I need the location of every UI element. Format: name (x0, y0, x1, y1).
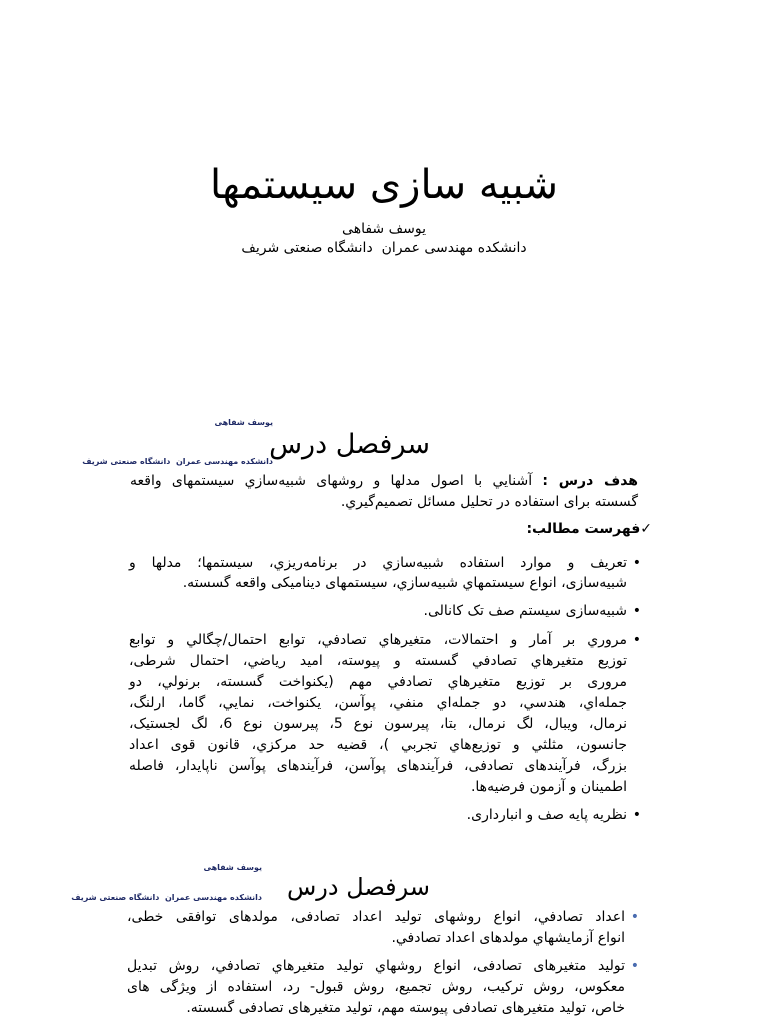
course-goal-text: آشنايي با اصول مدلها و روشهای شبيه‌سازي سيستمهای واقعه (130, 473, 533, 489)
bullet-icon: • (630, 958, 639, 974)
course-goal-label: هدف درس : (542, 473, 639, 489)
contents-item (129, 630, 641, 798)
contents-item (127, 907, 639, 949)
text-line: شبيه‌سازی سيستم صف تک کانالی. (423, 603, 627, 619)
bullet-icon: • (630, 909, 639, 925)
text-line: انواع آزمايشهاي مولدهای اعداد تصادفي. (391, 930, 625, 946)
contents-item (466, 805, 641, 826)
text-line: اعداد تصادفي، انواع روشهای توليد اعداد تصادفی، مولدهای توافقی خطی، (127, 909, 625, 925)
text-line: جانسون، مثلثي و توزيع‌هاي تجربي )، قضيه حد مرکزي، قانون قوی اعداد (129, 737, 627, 753)
bullet-icon: • (632, 555, 641, 571)
text-line: شبيه‌سازی، انواع سيستمهاي شبيه‌سازي، سيستمهای ديناميکی واقعه گسسته. (182, 575, 627, 591)
bullet-icon: • (632, 603, 641, 619)
contents-item (127, 956, 639, 1019)
contents-item (129, 553, 641, 593)
text-line: نرمال، ويبال، لگ نرمال، بتا، پيرسون نوع 5، پيرسون نوع 6، لگ لجستيک، (129, 716, 627, 732)
contents-label: فهرست مطالب: (526, 521, 641, 537)
text-line (130, 471, 638, 492)
header-author: يوسف شفاهی (214, 418, 273, 427)
text-line: توليد متغيرهای تصادفی، انواع روشهاي توليد متغيرهاي تصادفي، روش تبديل (127, 958, 625, 974)
text-line: گسسته برای استفاده در تحليل مسائل تصميم‌گيري. (340, 494, 638, 510)
course-goal-paragraph (130, 471, 638, 513)
author-name: يوسف شفاهی (342, 221, 426, 237)
header-affiliation: دانشكده مهندسی عمران دانشگاه صنعتی شريف (82, 457, 273, 466)
header-author: يوسف شفاهی (203, 863, 262, 872)
text-line: مروري بر آمار و احتمالات، متغيرهاي تصادفي، توابع احتمال/چگالي و توابع (129, 632, 627, 648)
checkmark-icon: ✓ (640, 521, 652, 537)
bullet-icon: • (632, 807, 641, 823)
text-line: مروری بر توزيع متغيرهاي تصادفي مهم (يکنواخت گسسته، برنولي، دو (129, 674, 627, 690)
author-affiliation: دانشكده مهندسی عمران دانشگاه صنعتی شريف (241, 240, 527, 256)
contents-heading (526, 519, 652, 540)
bullet-icon: • (632, 632, 641, 648)
text-line: بزرگ، فرآيندهای تصادفی، فرآيندهای پوآسن، فرآيندهای پوآسن ناپايدار، فاصله (129, 758, 627, 774)
text-line: توزيع متغيرهاي تصادفي گسسته و پيوسته، اميد رياضي، احتمال شرطی، (129, 653, 627, 669)
text-line: نظريه پايه صف و انبارداری. (466, 807, 627, 823)
text-line: تعريف و موارد استفاده شبيه‌سازي در برنامه‌ريزي، سيستمها؛ مدلها و (129, 555, 627, 571)
text-line: اطمينان و آزمون فرضيه‌ها. (470, 779, 627, 795)
text-line: معكوس، روش تركيب، روش تجميع، روش قبول- رد، استفاده از ويژگی های (127, 979, 625, 995)
text-line: خاص، توليد متغيرهای تصادفی پيوسته مهم، توليد متغيرهای تصادفی گسسته. (186, 1000, 625, 1016)
slide-heading: سرفصل درس (269, 429, 430, 460)
document-title: شبيه سازی سيستمها (210, 162, 558, 208)
header-affiliation: دانشكده مهندسی عمران دانشگاه صنعتی شريف (71, 893, 262, 902)
text-line: جمله‌اي، هندسي، دو جمله‌اي منفي، پوآسن، يکنواخت، نمايي، گاما، ارلنگ، (129, 695, 627, 711)
contents-item (423, 601, 641, 622)
slide-heading: سرفصل درس (286, 873, 430, 901)
